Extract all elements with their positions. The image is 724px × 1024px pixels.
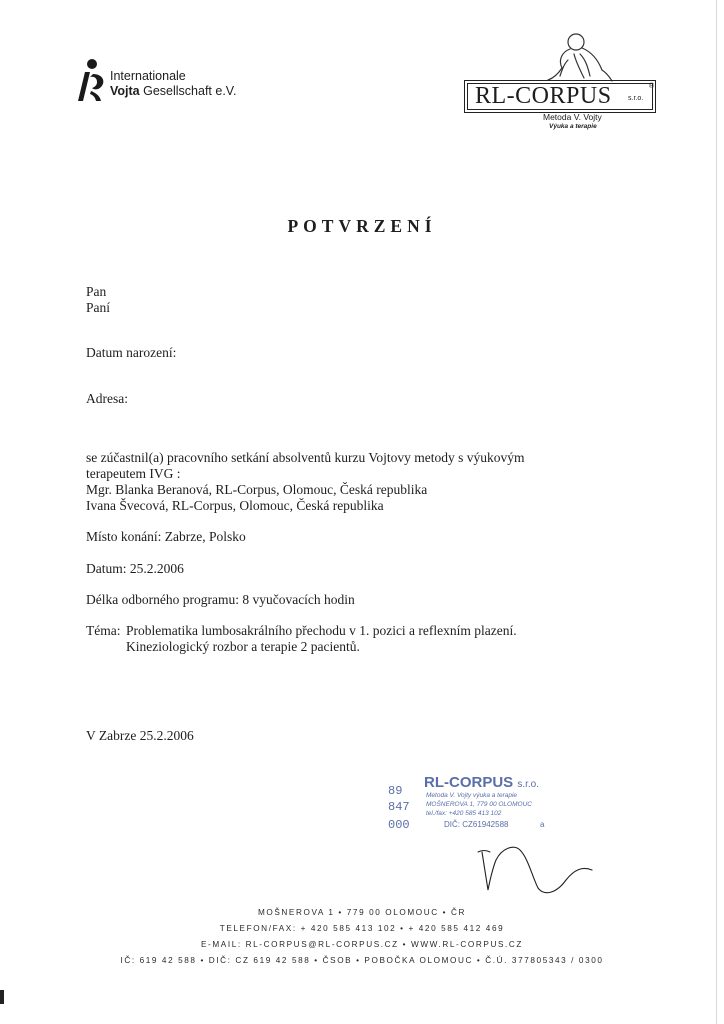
signature: [470, 830, 610, 900]
rl-corpus-logo-box: [464, 80, 656, 113]
stamp-number-2: 847: [388, 800, 410, 814]
stamp-company-name: [424, 774, 539, 791]
footer-registration: IČ: 619 42 588 • DIČ: CZ 619 42 588 • ČSOB • POBOČKA OLOMOUC • Č.Ú. 377805343 / 0300: [120, 956, 604, 965]
stamp-number-3: 000: [388, 818, 410, 832]
scan-edge-mark: [0, 990, 4, 1004]
topic-line-1: Problematika lumbosakrálního přechodu v 1. pozici a reflexním plazení.: [126, 623, 517, 638]
venue: Místo konání: Zabrze, Polsko: [86, 529, 246, 544]
place-and-date: V Zabrze 25.2.2006: [86, 728, 194, 743]
footer: [0, 905, 724, 969]
birth-date-label: Datum narození:: [86, 345, 177, 360]
ivg-logo-mark-icon: [68, 55, 110, 103]
rl-corpus-suffix: s.r.o.: [628, 95, 644, 102]
footer-email-web: E-MAIL: RL-CORPUS@RL-CORPUS.CZ • WWW.RL-CORPUS.CZ: [200, 940, 524, 949]
ivg-name-line2: [110, 84, 236, 99]
stamp-line-4: DIČ: CZ61942588: [444, 820, 509, 829]
stamp-line-1: Metoda V. Vojty výuka a terapie: [426, 792, 518, 799]
ivg-name-line1: Internationale: [110, 69, 186, 83]
footer-phone: TELEFON/FAX: + 420 585 413 102 • + 420 585 412 469: [219, 924, 505, 933]
topic-line-2: Kineziologický rozbor a terapie 2 pacientů.: [126, 639, 360, 654]
stamp-number-1: 89: [388, 784, 403, 798]
program-length: Délka odborného programu: 8 vyučovacích hodin: [86, 592, 355, 607]
stamp-line-2: MOŠNEROVA 1, 779 00 OLOMOUC: [426, 801, 532, 808]
registered-mark: ®: [649, 83, 655, 90]
page-edge-line: [716, 0, 717, 1024]
date: Datum: 25.2.2006: [86, 561, 184, 576]
rl-corpus-logo: [458, 30, 658, 130]
ivg-name-bold: Vojta: [110, 84, 140, 98]
therapist-1: Mgr. Blanka Beranová, RL-Corpus, Olomouc, Česká republika: [86, 482, 428, 497]
crawling-baby-icon: [518, 30, 618, 82]
participation-line-2: terapeutem IVG :: [86, 466, 181, 481]
ivg-logo: [68, 55, 268, 105]
stamp-line-3: tel./fax: +420 585 413 102: [426, 810, 502, 817]
salutation-pani: Paní: [86, 300, 111, 315]
stamp-mark: a: [540, 820, 545, 829]
rl-corpus-tagline: Výuka a terapie: [549, 123, 597, 130]
salutation-pan: Pan: [86, 284, 107, 299]
stamp-name-text: RL-CORPUS: [424, 774, 514, 791]
topic-label: Téma:: [86, 623, 121, 638]
ivg-name-rest: Gesellschaft e.V.: [139, 84, 237, 98]
rl-corpus-name: RL-CORPUS: [475, 83, 612, 109]
rl-corpus-method: Metoda V. Vojty: [543, 112, 602, 122]
stamp-suffix: s.r.o.: [517, 779, 540, 790]
document-title: POTVRZENÍ: [287, 216, 437, 236]
therapist-2: Ivana Švecová, RL-Corpus, Olomouc, Česká republika: [86, 498, 384, 513]
footer-address: MOŠNEROVA 1 • 779 00 OLOMOUC • ČR: [257, 908, 467, 917]
address-label: Adresa:: [86, 391, 128, 406]
participation-line-1: se zúčastnil(a) pracovního setkání absolventů kurzu Vojtovy metody s výukovým: [86, 450, 525, 465]
